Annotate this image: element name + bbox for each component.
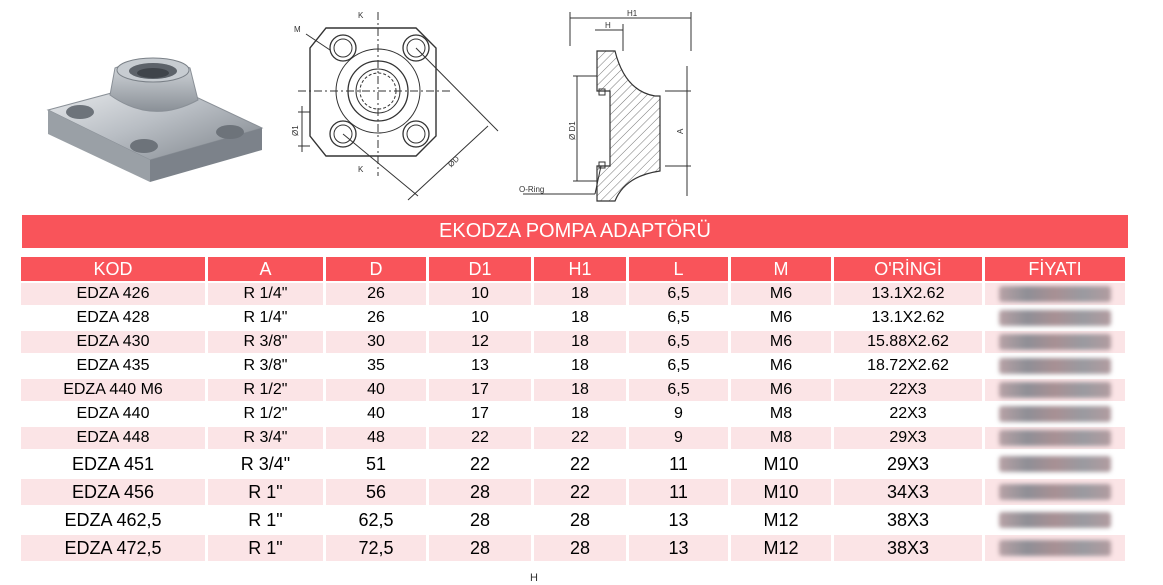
cell-price-blurred (985, 331, 1125, 353)
cell-d: 30 (326, 331, 426, 353)
cell-a: R 1" (208, 535, 323, 561)
product-table (18, 255, 1128, 563)
col-m: M (731, 257, 831, 281)
table-title: EKODZA POMPA ADAPTÖRÜ (22, 215, 1128, 248)
col-h1: H1 (534, 257, 626, 281)
label-h: H (605, 21, 611, 30)
cell-price-blurred (985, 535, 1125, 561)
cell-d: 48 (326, 427, 426, 449)
cell-oring: 38X3 (834, 507, 982, 533)
cell-h1: 18 (534, 355, 626, 377)
cell-d1: 22 (429, 427, 531, 449)
table-row (21, 307, 1125, 329)
table-row (21, 535, 1125, 561)
cell-d: 72,5 (326, 535, 426, 561)
cell-kod: EDZA 462,5 (21, 507, 205, 533)
bottom-fragment: H (530, 572, 538, 584)
cell-price-blurred (985, 403, 1125, 425)
cell-h1: 28 (534, 507, 626, 533)
cell-d1: 10 (429, 283, 531, 305)
cell-oring: 13.1X2.62 (834, 283, 982, 305)
front-view-drawing (288, 6, 518, 208)
cell-d1: 28 (429, 479, 531, 505)
cell-price-blurred (985, 379, 1125, 401)
cell-oring: 34X3 (834, 479, 982, 505)
cell-kod: EDZA 428 (21, 307, 205, 329)
cell-oring: 29X3 (834, 427, 982, 449)
cell-d1: 17 (429, 403, 531, 425)
cell-a: R 3/8" (208, 331, 323, 353)
product-photo (40, 50, 270, 210)
cell-l: 9 (629, 403, 728, 425)
cell-d: 51 (326, 451, 426, 477)
cell-price-blurred (985, 355, 1125, 377)
cell-d1: 28 (429, 535, 531, 561)
cell-a: R 1/2" (208, 379, 323, 401)
blurred-price (999, 456, 1111, 472)
cell-h1: 18 (534, 331, 626, 353)
table-row (21, 355, 1125, 377)
col-l: L (629, 257, 728, 281)
cell-a: R 1/2" (208, 403, 323, 425)
cell-m: M12 (731, 535, 831, 561)
cell-a: R 3/4" (208, 451, 323, 477)
cell-d: 62,5 (326, 507, 426, 533)
cell-a: R 1/4" (208, 283, 323, 305)
cell-kod: EDZA 440 (21, 403, 205, 425)
col-d: D (326, 257, 426, 281)
cell-h1: 18 (534, 403, 626, 425)
cell-d: 56 (326, 479, 426, 505)
cell-price-blurred (985, 307, 1125, 329)
cell-l: 6,5 (629, 283, 728, 305)
cell-m: M8 (731, 403, 831, 425)
cell-a: R 3/4" (208, 427, 323, 449)
blurred-price (999, 484, 1111, 500)
table-row (21, 283, 1125, 305)
col-d1: D1 (429, 257, 531, 281)
label-h1: H1 (627, 9, 638, 18)
table-row (21, 427, 1125, 449)
cell-price-blurred (985, 427, 1125, 449)
cell-price-blurred (985, 451, 1125, 477)
cell-oring: 22X3 (834, 403, 982, 425)
cell-l: 11 (629, 479, 728, 505)
cell-m: M6 (731, 355, 831, 377)
cell-a: R 3/8" (208, 355, 323, 377)
cell-l: 6,5 (629, 307, 728, 329)
cell-d1: 17 (429, 379, 531, 401)
cell-d1: 28 (429, 507, 531, 533)
label-a: A (676, 128, 685, 134)
cell-d1: 13 (429, 355, 531, 377)
cell-oring: 13.1X2.62 (834, 307, 982, 329)
cell-h1: 22 (534, 479, 626, 505)
table-row (21, 479, 1125, 505)
cell-d1: 10 (429, 307, 531, 329)
blurred-price (999, 430, 1111, 446)
cell-d: 40 (326, 379, 426, 401)
cell-kod: EDZA 456 (21, 479, 205, 505)
cell-a: R 1" (208, 479, 323, 505)
label-d1: Ø1 (291, 125, 300, 136)
cell-m: M10 (731, 479, 831, 505)
cell-oring: 29X3 (834, 451, 982, 477)
cell-oring: 38X3 (834, 535, 982, 561)
cell-m: M6 (731, 283, 831, 305)
cell-kod: EDZA 426 (21, 283, 205, 305)
cell-price-blurred (985, 479, 1125, 505)
cell-kod: EDZA 430 (21, 331, 205, 353)
blurred-price (999, 310, 1111, 326)
side-view-drawing (515, 6, 705, 208)
cell-oring: 22X3 (834, 379, 982, 401)
cell-d: 40 (326, 403, 426, 425)
cell-d: 35 (326, 355, 426, 377)
table-row (21, 331, 1125, 353)
cell-h1: 18 (534, 379, 626, 401)
cell-h1: 22 (534, 427, 626, 449)
label-oring: O-Ring (519, 185, 545, 194)
cell-a: R 1" (208, 507, 323, 533)
cell-h1: 22 (534, 451, 626, 477)
cell-h1: 18 (534, 283, 626, 305)
table-row (21, 451, 1125, 477)
blurred-price (999, 382, 1111, 398)
cell-kod: EDZA 440 M6 (21, 379, 205, 401)
cell-a: R 1/4" (208, 307, 323, 329)
cell-l: 13 (629, 507, 728, 533)
cell-l: 6,5 (629, 331, 728, 353)
cell-l: 9 (629, 427, 728, 449)
cell-h1: 18 (534, 307, 626, 329)
blurred-price (999, 406, 1111, 422)
label-m: M (294, 25, 301, 34)
cell-m: M12 (731, 507, 831, 533)
label-k-top: K (358, 11, 364, 20)
cell-l: 6,5 (629, 379, 728, 401)
cell-kod: EDZA 435 (21, 355, 205, 377)
cell-d: 26 (326, 283, 426, 305)
cell-oring: 18.72X2.62 (834, 355, 982, 377)
cell-m: M6 (731, 379, 831, 401)
cell-d: 26 (326, 307, 426, 329)
col-fiyati: FİYATI (985, 257, 1125, 281)
label-d: ØD (446, 154, 462, 170)
cell-m: M6 (731, 307, 831, 329)
blurred-price (999, 334, 1111, 350)
col-a: A (208, 257, 323, 281)
cell-price-blurred (985, 283, 1125, 305)
cell-l: 11 (629, 451, 728, 477)
cell-d1: 22 (429, 451, 531, 477)
col-oring: O'RİNGİ (834, 257, 982, 281)
blurred-price (999, 286, 1111, 302)
cell-kod: EDZA 451 (21, 451, 205, 477)
blurred-price (999, 512, 1111, 528)
col-kod: KOD (21, 257, 205, 281)
table-header-row (21, 257, 1125, 281)
cell-l: 13 (629, 535, 728, 561)
cell-h1: 28 (534, 535, 626, 561)
cell-d1: 12 (429, 331, 531, 353)
table-row (21, 403, 1125, 425)
label-d1-side: Ø D1 (568, 121, 577, 140)
cell-kod: EDZA 472,5 (21, 535, 205, 561)
cell-l: 6,5 (629, 355, 728, 377)
cell-kod: EDZA 448 (21, 427, 205, 449)
cell-m: M6 (731, 331, 831, 353)
blurred-price (999, 540, 1111, 556)
cell-m: M8 (731, 427, 831, 449)
cell-price-blurred (985, 507, 1125, 533)
blurred-price (999, 358, 1111, 374)
cell-oring: 15.88X2.62 (834, 331, 982, 353)
label-k-bottom: K (358, 165, 364, 174)
cell-m: M10 (731, 451, 831, 477)
table-row (21, 507, 1125, 533)
table-row (21, 379, 1125, 401)
